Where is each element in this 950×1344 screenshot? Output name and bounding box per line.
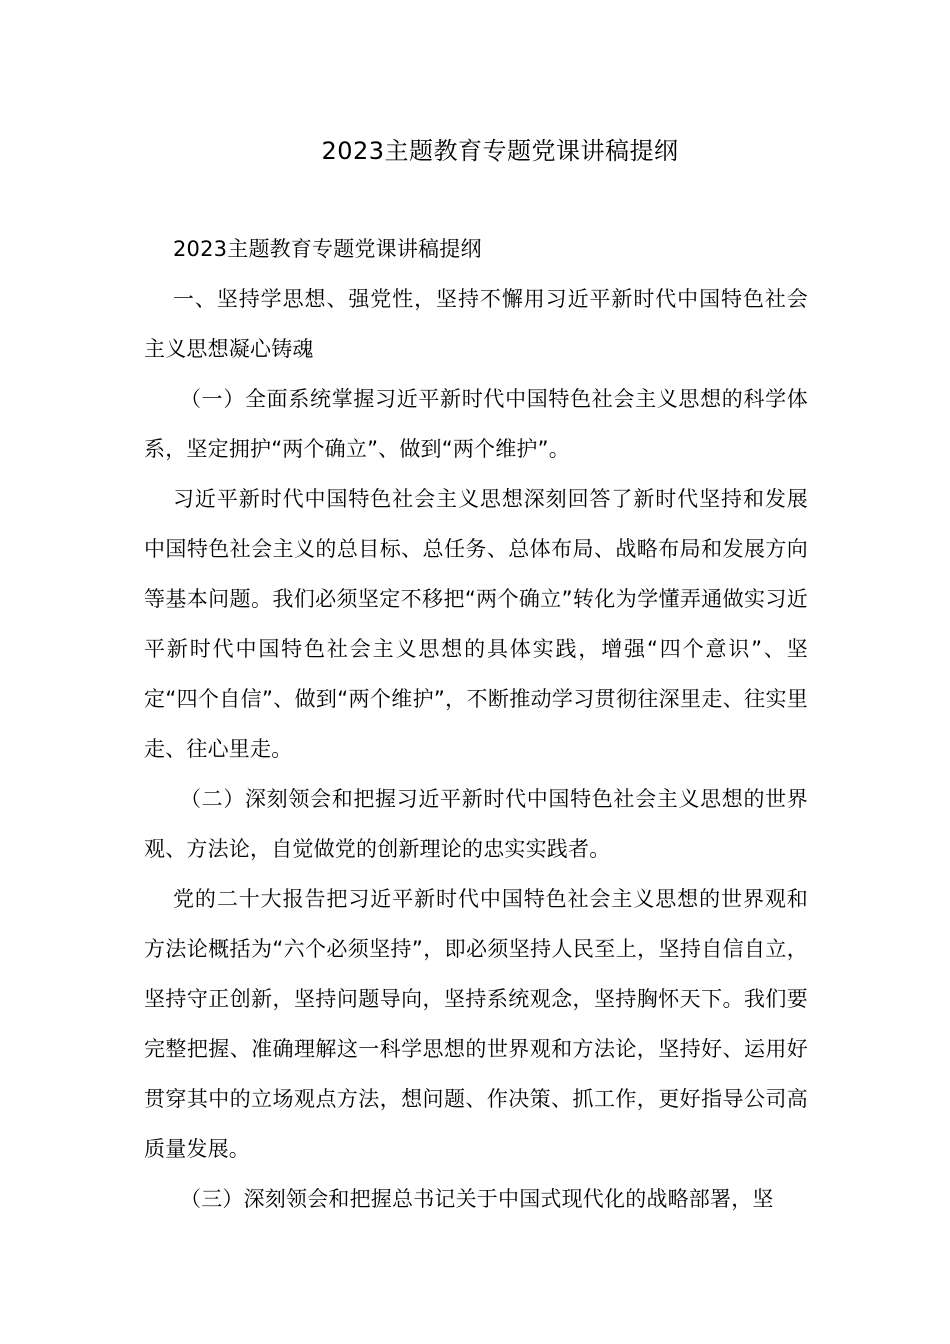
section-heading: 一、坚持学思想、强党性，坚持不懈用习近平新时代中国特色社会主义思想凝心铸魂 [144, 287, 808, 361]
document-body [144, 224, 808, 1224]
document-title: 2023主题教育专题党课讲稿提纲 [321, 137, 679, 165]
subsection-heading-2: （二）深刻领会和把握习近平新时代中国特色社会主义思想的世界观、方法论，自觉做党的创新理论的忠实实践者。 [144, 787, 808, 861]
body-heading: 2023主题教育专题党课讲稿提纲 [173, 237, 482, 261]
paragraph-2: 党的二十大报告把习近平新时代中国特色社会主义思想的世界观和方法论概括为“六个必须坚持”，即必须坚持人民至上，坚持自信自立，坚持守正创新，坚持问题导向，坚持系统观念，坚持胸怀天下。我们要完整把握、准确理解这一科学思想的世界观和方法论，坚持好、运用好贯穿其中的立场观点方法，想问题、作决策、抓工作，更好指导公司高质量发展。 [144, 887, 808, 1161]
paragraph-1: 习近平新时代中国特色社会主义思想深刻回答了新时代坚持和发展中国特色社会主义的总目标、总任务、总体布局、战略布局和发展方向等基本问题。我们必须坚定不移把“两个确立”转化为学懂弄通做实习近平新时代中国特色社会主义思想的具体实践，增强“四个意识”、坚定“四个自信”、做到“两个维护”，不断推动学习贯彻往深里走、往实里走、往心里走。 [144, 487, 808, 761]
subsection-heading-3: （三）深刻领会和把握总书记关于中国式现代化的战略部署，坚 [180, 1187, 774, 1211]
subsection-heading-1: （一）全面系统掌握习近平新时代中国特色社会主义思想的科学体系，坚定拥护“两个确立”、做到“两个维护”。 [144, 387, 808, 461]
